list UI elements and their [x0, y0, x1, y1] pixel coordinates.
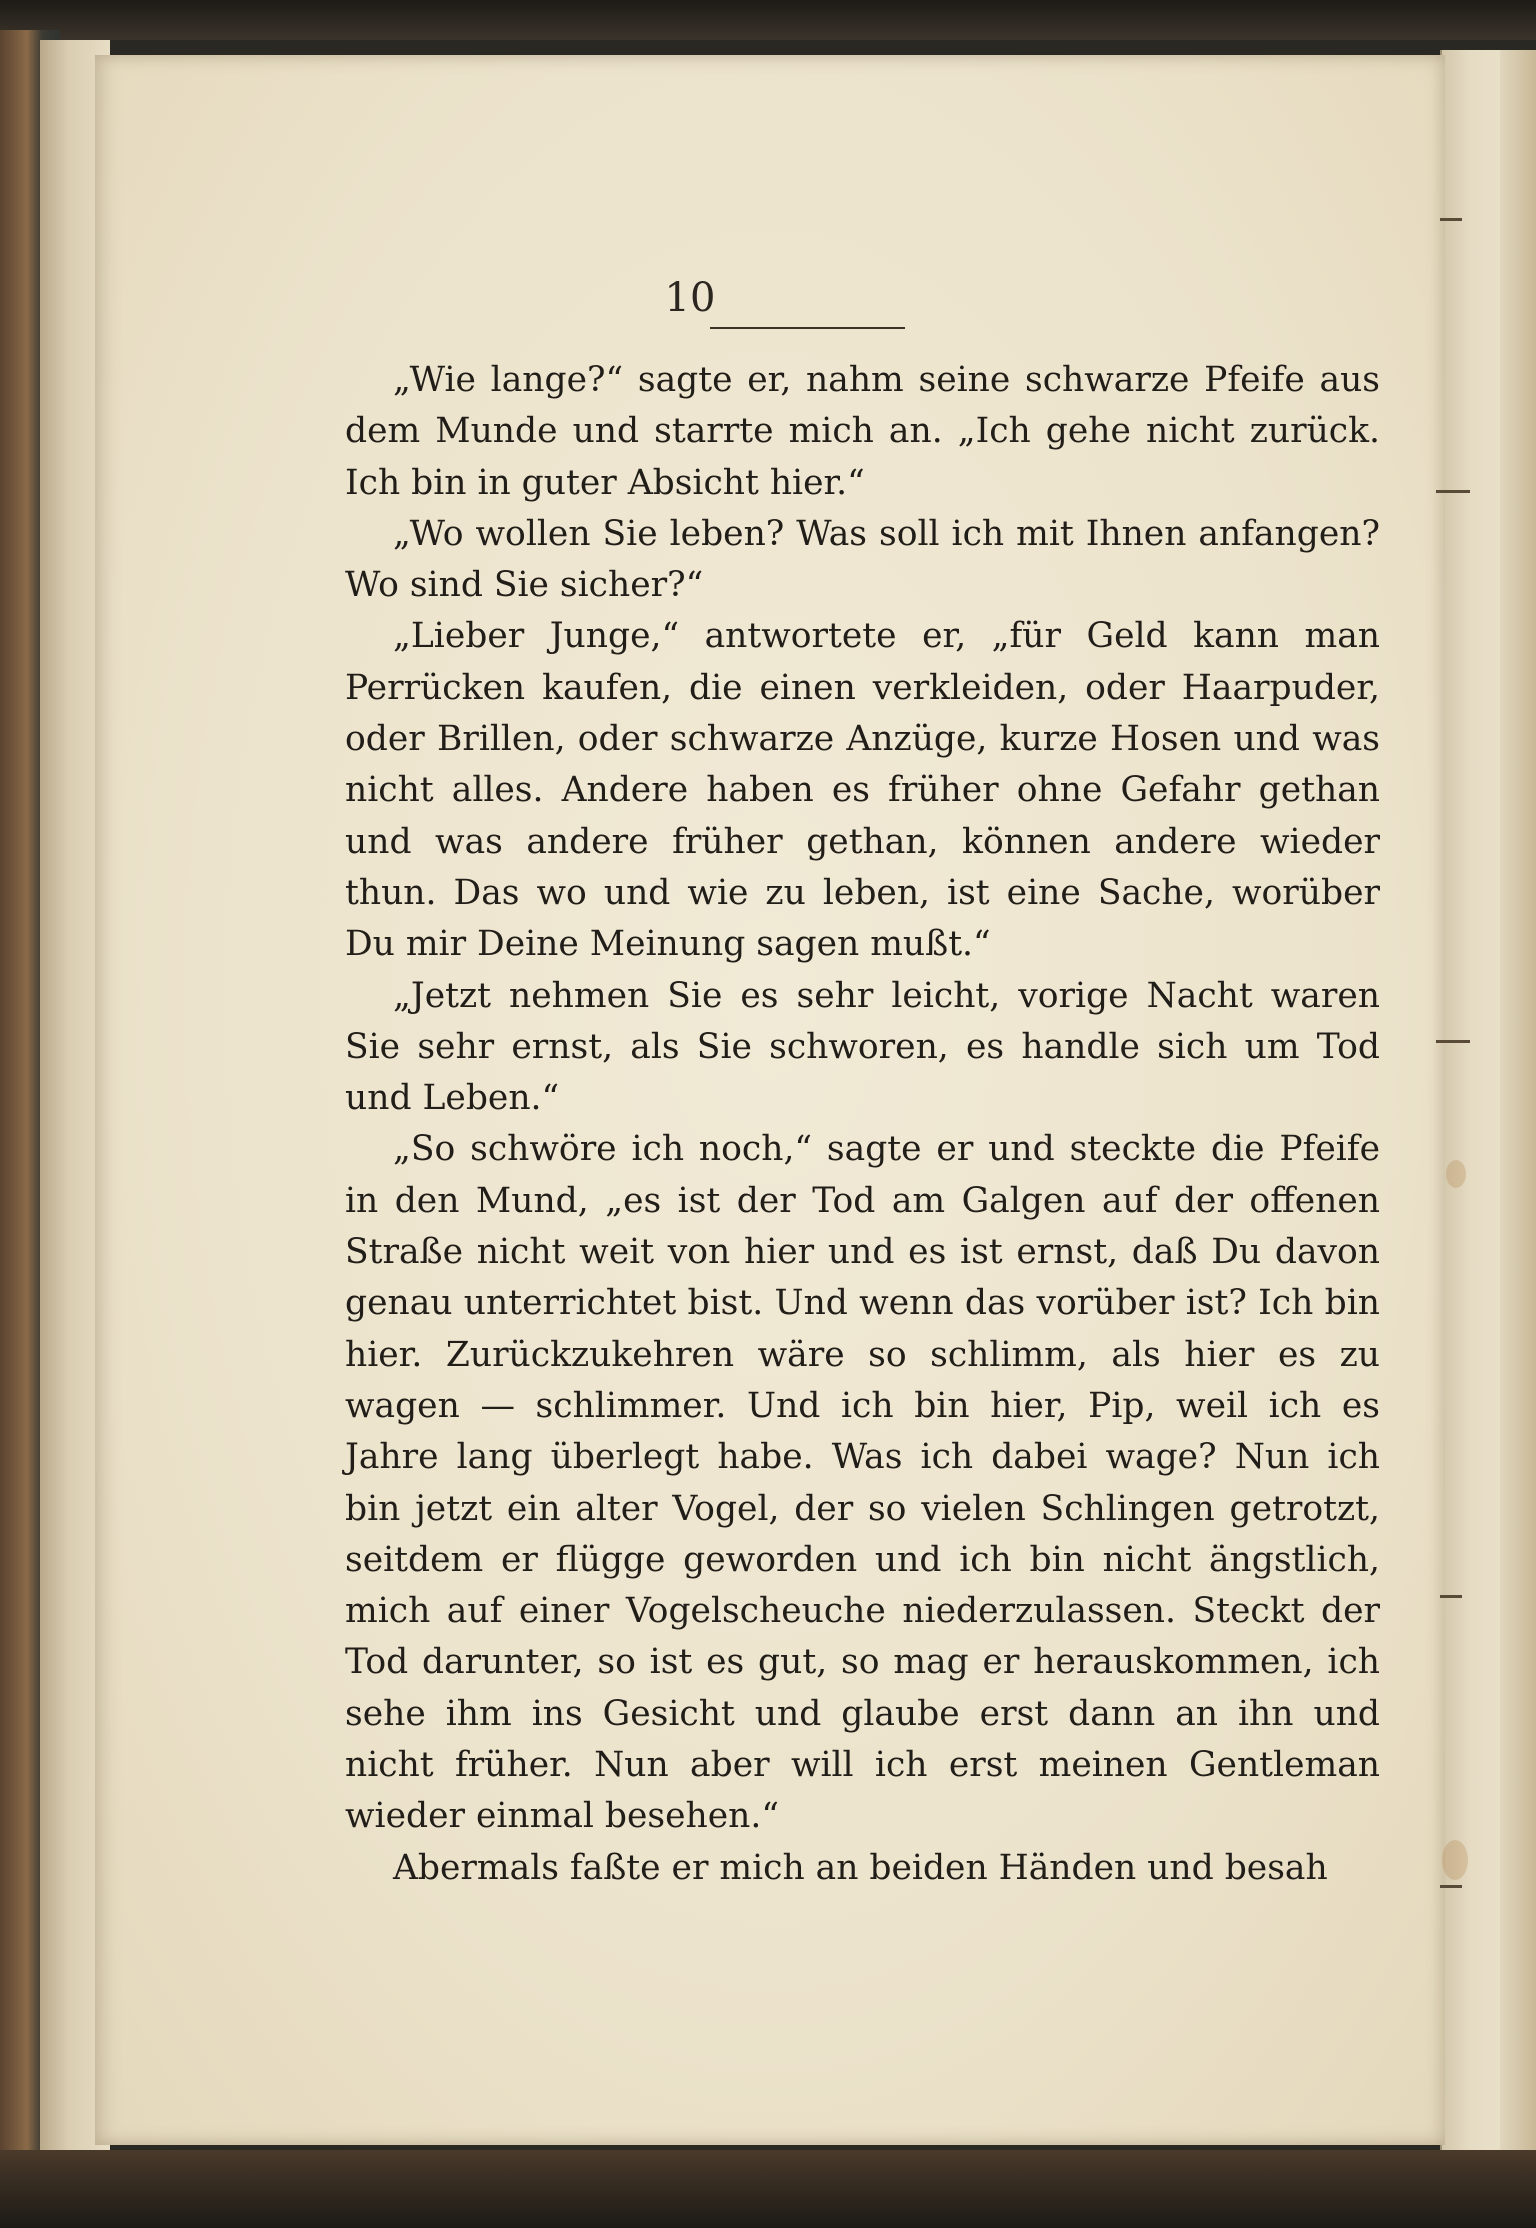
paragraph: „Jetzt nehmen Sie es sehr leicht, vorige Nacht waren Sie sehr ernst, als Sie schworen, es handle sich um Tod und Leben.“ — [345, 975, 1380, 1119]
page-number-rule — [710, 327, 905, 329]
page-stain — [1442, 1840, 1468, 1880]
margin-mark — [1440, 1885, 1462, 1888]
book-cover-bottom-edge — [0, 2150, 1536, 2228]
paragraph: „Wo wollen Sie leben? Was soll ich mit Ihnen anfangen? Wo sind Sie sicher?“ — [345, 513, 1380, 606]
book-page — [95, 55, 1445, 2145]
paragraph: „So schwöre ich noch,“ sagte er und steckte die Pfeife in den Mund, „es ist der Tod am Galgen auf der offenen Straße nicht weit von hier und es ist ernst, daß Du davon genau unterrichtet bist. Und wenn das vorüber ist? Ich bin hier. Zurückzukehren wäre so schlimm, als hier es zu wagen — schlimmer. Und ich bin hier, Pip, weil ich es Jahre lang überlegt habe. Was ich dabei wage? Nun ich bin jetzt ein alter Vogel, der so vielen Schlingen getrotzt, seitdem er flügge geworden und ich bin nicht ängstlich, mich auf einer Vogelscheuche niederzulassen. Steckt der Tod darunter, so ist es gut, so mag er herauskommen, ich sehe ihm ins Gesicht und glaube erst dann an ihn und nicht früher. Nun aber will ich erst meinen Gentleman wieder einmal besehen.“ — [345, 1129, 1380, 1837]
body-text — [345, 355, 1380, 1894]
facing-page-margin — [1500, 50, 1536, 2150]
paragraph: „Wie lange?“ sagte er, nahm seine schwarze Pfeife aus dem Munde und starrte mich an. „Ich gehe nicht zurück. Ich bin in guter Absicht hier.“ — [345, 360, 1380, 503]
paragraph: „Lieber Junge,“ antwortete er, „für Geld kann man Perrücken kaufen, die einen verkleiden, oder Haarpuder, oder Brillen, oder schwarze Anzüge, kurze Hosen und was nicht alles. Andere haben es früher ohne Gefahr gethan und was andere früher gethan, können andere wieder thun. Das wo und wie zu leben, ist eine Sache, worüber Du mir Deine Meinung sagen mußt.“ — [345, 616, 1380, 965]
margin-mark — [1440, 1595, 1462, 1598]
paragraph: Abermals faßte er mich an beiden Händen und besah — [393, 1847, 1328, 1888]
margin-mark — [1436, 490, 1470, 493]
book-cover-top-edge — [0, 0, 1536, 40]
margin-mark — [1440, 218, 1462, 221]
margin-mark — [1436, 1040, 1470, 1043]
page-stain — [1446, 1160, 1466, 1188]
page-number: 10 — [664, 275, 716, 321]
